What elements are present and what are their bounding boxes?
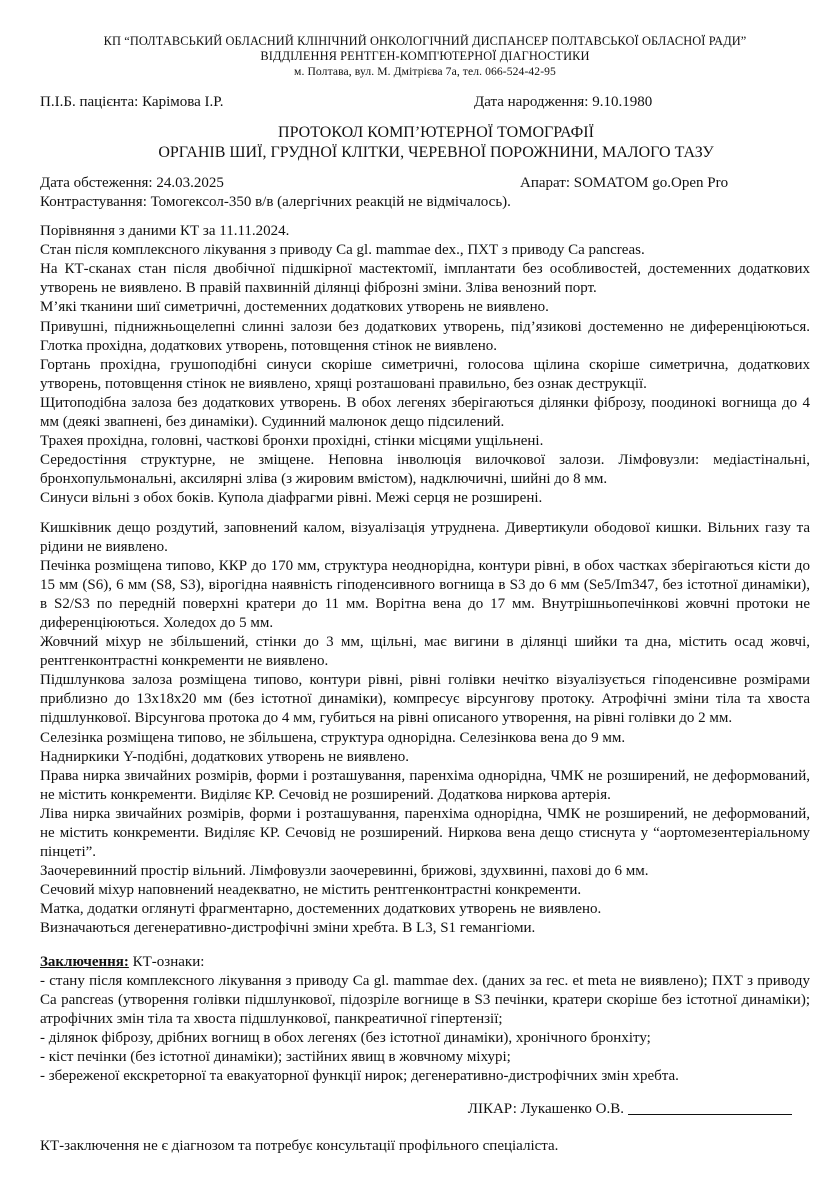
findings-paragraph: Щитоподібна залоза без додаткових утворень. В обох легенях зберігаються ділянки фіброзу, поодинокі вогнища до 4 мм (деякі звапнені, без динаміки). Судинний малюнок дещо підсилений. [40,394,810,431]
protocol-title [62,123,810,163]
exam-date: Дата обстеження: 24.03.2025 [40,175,224,191]
letterhead [40,34,810,79]
protocol-title-line1: ПРОТОКОЛ КОМП’ЮТЕРНОЇ ТОМОГРАФІЇ [278,124,594,141]
doctor-name: ЛІКАР: Лукашенко О.В. [467,1101,624,1118]
findings-paragraph: Сечовий міхур наповнений неадекватно, не містить рентгенконтрастні конкременти. [40,882,582,899]
findings-paragraph: Гортань прохідна, грушоподібні синуси скоріше симетричні, голосова щілина скоріше симетрична, додаткових утворень, потовщення стінок не виявлено, хрящі розташовані правильно, без ознак деструкції. [40,356,810,392]
exam-row [40,174,810,193]
findings-paragraph: Синуси вільні з обох боків. Купола діафрагми рівні. Межі серця не розширені. [40,490,543,507]
conclusion-heading [40,953,810,972]
signature-blank [628,1114,792,1115]
patient-birth-date: Дата народження: 9.10.1980 [474,94,653,110]
history-paragraph: Стан після комплексного лікування з приводу Ca gl. mammae dex., ПХТ з приводу Ca pancreas. [40,242,645,259]
patient-row [40,93,810,112]
conclusion-item: - ділянок фіброзу, дрібних вогнищ в обох легенях (без істотної динаміки), хронічного бронхіту; [40,1029,651,1046]
conclusion-label: Заключення: [40,953,129,970]
patient-name: П.І.Б. пацієнта: Карімова І.Р. [40,94,224,110]
findings-paragraph: Привушні, піднижньощелепні слинні залози без додаткових утворень, під’язикові достеменно не диференціюються. Глотка прохідна, додаткових утворень, потовщення стінок не виявлено. [40,318,810,354]
disclaimer-footer: КТ-заключення не є діагнозом та потребує консультації профільного спеціаліста. [40,1138,559,1155]
doctor-signature-line [40,1100,810,1119]
findings-paragraph: Права нирка звичайних розмірів, форми і розташування, паренхіма однорідна, ЧМК не розширений, не деформований, не містить конкременти. Виділяє КР. Сечовід не розширений. Додаткова ниркова артерія. [40,767,810,803]
conclusion-item: - збереженої екскреторної та евакуаторної функції нирок; дегенеративно-дистрофічних змін хребта. [40,1068,679,1085]
exam-device: Апарат: SOMATOM go.Open Pro [520,175,729,191]
protocol-title-line2: ОРГАНІВ ШИЇ, ГРУДНОЇ КЛІТКИ, ЧЕРЕВНОЇ ПОРОЖНИНИ, МАЛОГО ТАЗУ [158,144,714,161]
conclusion-item: - стану після комплексного лікування з приводу Ca gl. mammae dex. (даних за rec. et meta не виявлено); ПХТ з приводу Ca pancreas (утворення голівки підшлункової, підозріле вогнище в S3 печінки, кратери скоріше без істотної динаміки); атрофічних змін тіла та хвоста підшлункової, панкреатичної гіпертензії; [40,972,810,1027]
findings-paragraph: Визначаються дегенеративно-дистрофічні зміни хребта. В L3, S1 гемангіоми. [40,920,536,937]
findings-paragraph: Матка, додатки оглянуті фрагментарно, достеменних додаткових утворень не виявлено. [40,901,602,918]
conclusion-intro: КТ-ознаки: [128,953,205,970]
department-name: ВІДДІЛЕННЯ РЕНТГЕН-КОМП'ЮТЕРНОЇ ДІАГНОСТИКИ [260,49,590,63]
findings-paragraph: Середостіння структурне, не зміщене. Неповна інволюція вилочкової залози. Лімфовузли: медіастінальні, бронхопульмональні, аксилярні зліва (з жировим вмістом), надключичні, шийні до 8 мм. [40,452,810,488]
findings-abdomen [40,519,810,939]
org-address: м. Полтава, вул. М. Дмітрієва 7а, тел. 066-524-42-95 [294,65,556,78]
findings-paragraph: Заочеревинний простір вільний. Лімфовузли заочеревинні, брижові, здухвинні, пахові до 6 мм. [40,863,649,880]
exam-contrast: Контрастування: Томогексол-350 в/в (алергічних реакцій не відмічалось). [40,194,511,210]
findings-paragraph: Селезінка розміщена типово, не збільшена, структура однорідна. Селезінкова вена до 9 мм. [40,729,626,746]
findings-paragraph: Підшлункова залоза розміщена типово, контури рівні, рівні голівки нечітко візуалізується гіподенсивне розмірами приблизно до 13х18х20 мм (без істотної динаміки), компресує вірсунгову протоку. Атрофічні зміни тіла та хвоста підшлункової. Вірсунгова протока до 4 мм, губиться на рівні описаного утворення, на рівні голівки до 2 мм. [40,672,810,727]
findings-paragraph: Ліва нирка звичайних розмірів, форми і розташування, паренхіма однорідна, ЧМК не розширений, не деформований, не містить конкременти. Виділяє КР. Сечовід не розширений. Ниркова вена дещо стиснута у “аортомезентеріальному пінцеті”. [40,805,810,861]
comparison-paragraph: Порівняння з даними КТ за 11.11.2024. [40,223,290,240]
findings-paragraph: Кишківник дещо роздутий, заповнений калом, візуалізація утруднена. Дивертикули ободової кишки. Вільних газу та рідини не виявлено. [40,519,810,555]
findings-chest [40,222,810,508]
findings-paragraph: Печінка розміщена типово, ККР до 170 мм, структура неоднорідна, контури рівні, в обох частках зберігаються кісти до 15 мм (S6), 6 мм (S8, S3), вірогідна наявність гіподенсивного вогнища в S3 до 6 мм (Se5/Im347, без істотної динаміки), в S2/S3 по передній поверхні кратери до 11 мм. Ворітна вена до 17 мм. Внутрішньопечінкові жовчні протоки не диференціюються. Холедох до 5 мм. [40,557,810,631]
org-name: КП “ПОЛТАВСЬКИЙ ОБЛАСНИЙ КЛІНІЧНИЙ ОНКОЛОГІЧНИЙ ДИСПАНСЕР ПОЛТАВСЬКОЇ ОБЛАСНОЇ РАДИ” [103,34,747,48]
findings-paragraph: Трахея прохідна, головні, часткові бронхи прохідні, стінки місцями ущільнені. [40,433,544,450]
conclusion-section [40,953,810,1087]
conclusion-item: - кіст печінки (без істотної динаміки); застійних явищ в жовчному міхурі; [40,1049,511,1066]
findings-paragraph: На КТ-сканах стан після двобічної підшкірної мастектомії, імплантати без особливостей, достеменних додаткових утворень не виявлено. В правій пахвинній ділянці фіброзні зміни. Зліва венозний порт. [40,261,810,297]
findings-paragraph: Жовчний міхур не збільшений, стінки до 3 мм, щільні, має вигини в ділянці шийки та дна, містить осад жовчі, рентгенконтрастні конкременти не виявлено. [40,634,810,670]
findings-paragraph: Надниркики Y-подібні, додаткових утворень не виявлено. [40,748,410,765]
findings-paragraph: М’які тканини шиї симетричні, достеменних додаткових утворень не виявлено. [40,299,549,316]
